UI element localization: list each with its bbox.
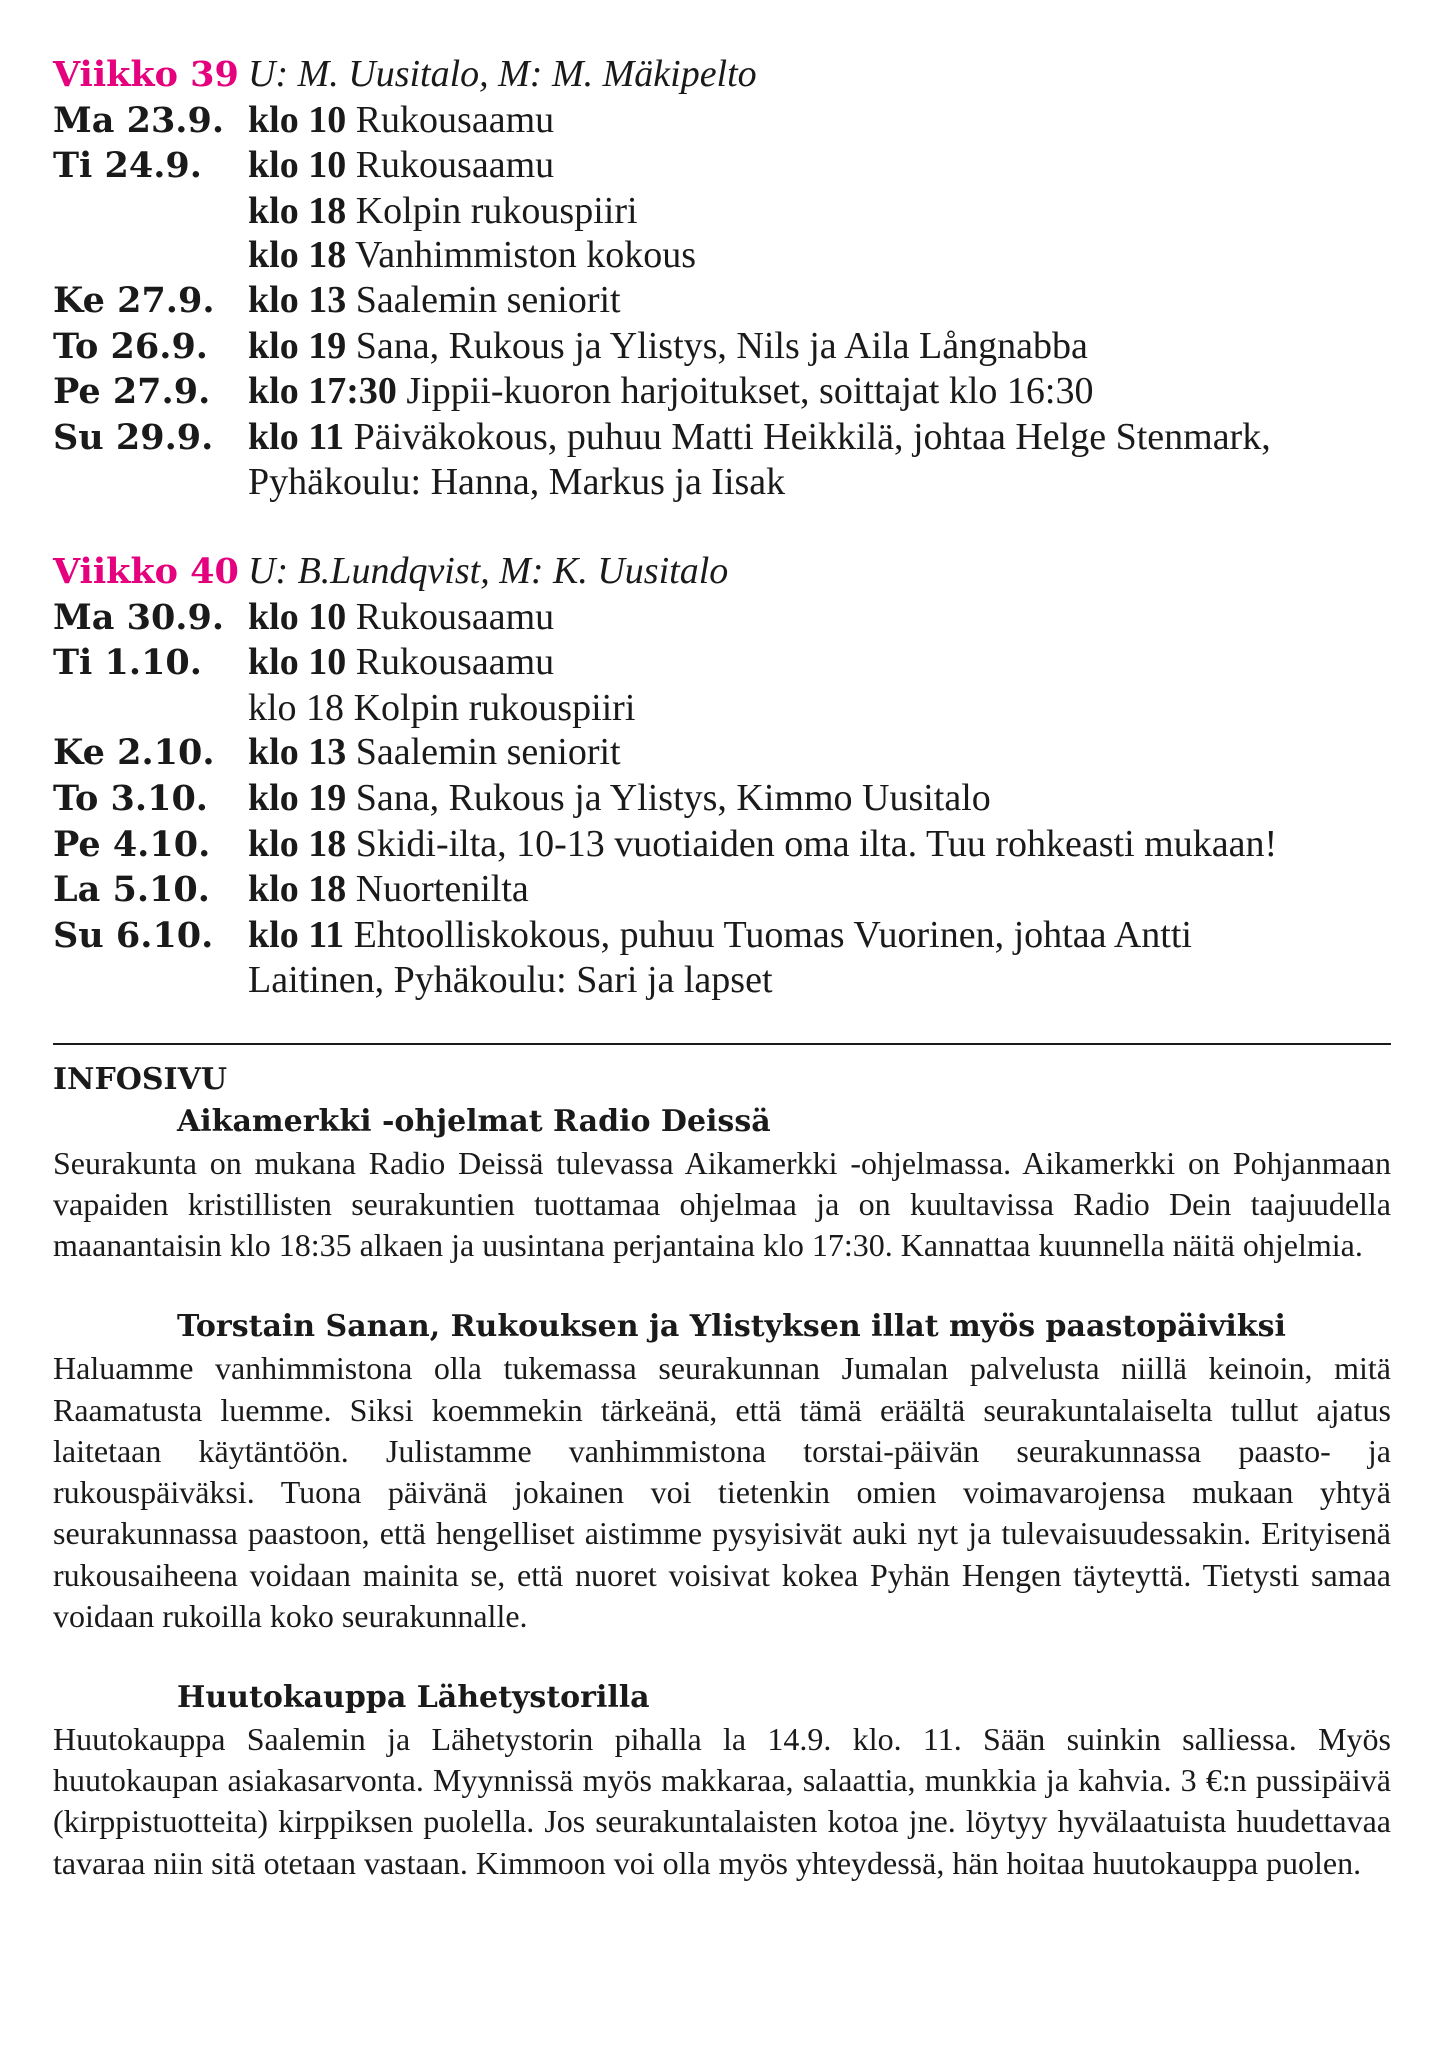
schedule-row [53, 686, 1391, 731]
event [248, 640, 1391, 685]
event [248, 958, 1391, 1003]
event-time: klo 18 [248, 234, 347, 277]
event-text: Kolpin rukouspiiri [353, 686, 636, 729]
week-label: Viikko 40 [53, 550, 239, 592]
event [248, 278, 1391, 323]
event [248, 776, 1391, 821]
day-label: Pe 27.9. [53, 371, 211, 413]
event-time: klo 19 [248, 324, 347, 367]
event-text: Sana, Rukous ja Ylistys, Nils ja Aila Långnabba [355, 324, 1088, 367]
info-heading: Huutokauppa Lähetystorilla [177, 1679, 650, 1715]
schedule-row [53, 143, 1391, 189]
event-time: klo 11 [248, 913, 345, 956]
event [248, 686, 1391, 731]
week-block [53, 52, 1391, 505]
event-text: Sana, Rukous ja Ylistys, Kimmo Uusitalo [355, 776, 991, 819]
event [248, 369, 1391, 414]
info-section [53, 1306, 1391, 1636]
schedule-row [53, 958, 1391, 1003]
event-text: Skidi-ilta, 10-13 vuotiaiden oma ilta. Tuu rohkeasti mukaan! [355, 822, 1278, 865]
info-paragraph: Seurakunta on mukana Radio Deissä tulevassa Aikamerkki -ohjelmassa. Aikamerkki on Pohjanmaan vapaiden kristillisten seurakuntien tuottamaa ohjelmaa ja on kuultavissa Radio Dein taajuudella maanantaisin klo 18:35 alkaen ja uusintana perjantaina klo 17:30. Kannattaa kuunnella näitä ohjelmia. [53, 1144, 1391, 1264]
schedule [53, 52, 1391, 1003]
event-time: klo 18 [248, 686, 345, 729]
week-block [53, 549, 1391, 1003]
event-text: Vanhimmiston kokous [355, 234, 696, 277]
event-text: Saalemin seniorit [355, 731, 621, 774]
schedule-row [53, 369, 1391, 415]
schedule-row [53, 233, 1391, 278]
event-text: Ehtoolliskokous, puhuu Tuomas Vuorinen, johtaa Antti [353, 913, 1192, 956]
event-time: klo 13 [248, 278, 347, 321]
event [248, 822, 1391, 867]
day-label: To 3.10. [53, 777, 208, 819]
day-label: Ke 27.9. [53, 279, 215, 321]
schedule-row [53, 640, 1391, 686]
schedule-row [53, 278, 1391, 324]
event-time: klo 10 [248, 641, 347, 684]
event [248, 730, 1391, 775]
info-section [53, 1101, 1391, 1267]
event-text: Laitinen, Pyhäkoulu: Sari ja lapset [248, 959, 773, 1002]
event [248, 143, 1391, 188]
event-text: Nuortenilta [355, 868, 529, 911]
event-text: Kolpin rukouspiiri [355, 189, 638, 232]
event [248, 189, 1391, 234]
info-title: INFOSIVU [53, 1061, 228, 1097]
week-label: Viikko 39 [53, 54, 239, 95]
event-time: klo 17:30 [248, 370, 397, 413]
event-text: Saalemin seniorit [355, 278, 621, 321]
event-text: Pyhäkoulu: Hanna, Markus ja Iisak [248, 461, 786, 504]
event-time: klo 13 [248, 731, 347, 774]
event-text: Jippii-kuoron harjoitukset, soittajat klo 16:30 [406, 370, 1094, 413]
info-section [53, 1677, 1391, 1884]
event [248, 595, 1391, 640]
schedule-row [53, 324, 1391, 370]
day-label: Ma 30.9. [53, 596, 225, 638]
info-page [53, 1059, 1391, 1884]
event-time: klo 10 [248, 595, 347, 638]
event [248, 324, 1391, 369]
event-time: klo 18 [248, 822, 347, 865]
day-label: Ti 1.10. [53, 642, 202, 684]
event-time: klo 10 [248, 144, 347, 187]
event-text: Päiväkokous, puhuu Matti Heikkilä, johtaa Helge Stenmark, [353, 415, 1271, 458]
schedule-row [53, 822, 1391, 868]
schedule-row [53, 595, 1391, 641]
event [248, 98, 1391, 143]
schedule-row [53, 460, 1391, 505]
schedule-row [53, 867, 1391, 913]
event-text: Rukousaamu [355, 595, 555, 638]
schedule-row [53, 730, 1391, 776]
event-time: klo 10 [248, 98, 347, 141]
week-leaders: U: B.Lundqvist, M: K. Uusitalo [248, 549, 729, 592]
event [248, 913, 1391, 958]
schedule-row [53, 913, 1391, 959]
day-label: La 5.10. [53, 869, 210, 911]
event-time: klo 11 [248, 415, 345, 458]
info-sections [53, 1101, 1391, 1884]
schedule-row [53, 776, 1391, 822]
event-text: Rukousaamu [355, 144, 555, 187]
event [248, 415, 1391, 460]
event-text: Rukousaamu [355, 641, 555, 684]
info-heading: Torstain Sanan, Rukouksen ja Ylistyksen illat myös paastopäiviksi [177, 1309, 1286, 1345]
week-header [53, 52, 1391, 98]
day-label: Su 6.10. [53, 914, 214, 956]
event [248, 867, 1391, 912]
day-label: Ti 24.9. [53, 145, 202, 187]
day-label: Ma 23.9. [53, 99, 225, 141]
day-label: Pe 4.10. [53, 823, 211, 865]
event-time: klo 18 [248, 189, 347, 232]
schedule-row [53, 98, 1391, 144]
week-leaders: U: M. Uusitalo, M: M. Mäkipelto [248, 53, 757, 95]
week-header [53, 549, 1391, 595]
section-divider [53, 1043, 1391, 1045]
info-paragraph: Huutokauppa Saalemin ja Lähetystorin pihalla la 14.9. klo. 11. Sään suinkin salliessa. Myös huutokaupan asiakasarvonta. Myynnissä myös makkaraa, salaattia, munkkia ja kahvia. 3 €:n pussipäivä (kirppistuotteita) kirppiksen puolella. Jos seurakuntalaisten kotoa jne. löytyy hyvälaatuista huudettavaa tavaraa niin sitä otetaan vastaan. Kimmoon voi olla myös yhteydessä, hän hoitaa huutokauppa puolen. [53, 1720, 1391, 1881]
schedule-row [53, 189, 1391, 234]
day-label: To 26.9. [53, 325, 208, 367]
schedule-row [53, 415, 1391, 461]
day-label: Su 29.9. [53, 416, 214, 458]
day-label: Ke 2.10. [53, 732, 215, 774]
event-time: klo 19 [248, 776, 347, 819]
info-paragraph: Haluamme vanhimmistona olla tukemassa seurakunnan Jumalan palvelusta niillä keinoin, mitä Raamatusta luemme. Siksi koemmekin tärkeänä, että tämä eräältä seurakuntalaiselta tullut ajatus laitetaan käytäntöön. Julistamme vanhimmistona torstai-päivän seurakunnassa paasto- ja rukouspäiväksi. Tuona päivänä jokainen voi tietenkin omien voimavarojensa mukaan yhtyä seurakunnassa paastoon, että hengelliset aistimme pysyisivät auki nyt ja tulevaisuudessakin. Erityisenä rukousaiheena voidaan mainita se, että nuoret voisivat kokea Pyhän Hengen täyteyttä. Tietysti samaa voidaan rukoilla koko seurakunnalle. [53, 1350, 1391, 1634]
event-text: Rukousaamu [355, 98, 555, 141]
event [248, 460, 1391, 505]
event-time: klo 18 [248, 868, 347, 911]
info-heading: Aikamerkki -ohjelmat Radio Deissä [177, 1103, 771, 1139]
event [248, 233, 1391, 278]
